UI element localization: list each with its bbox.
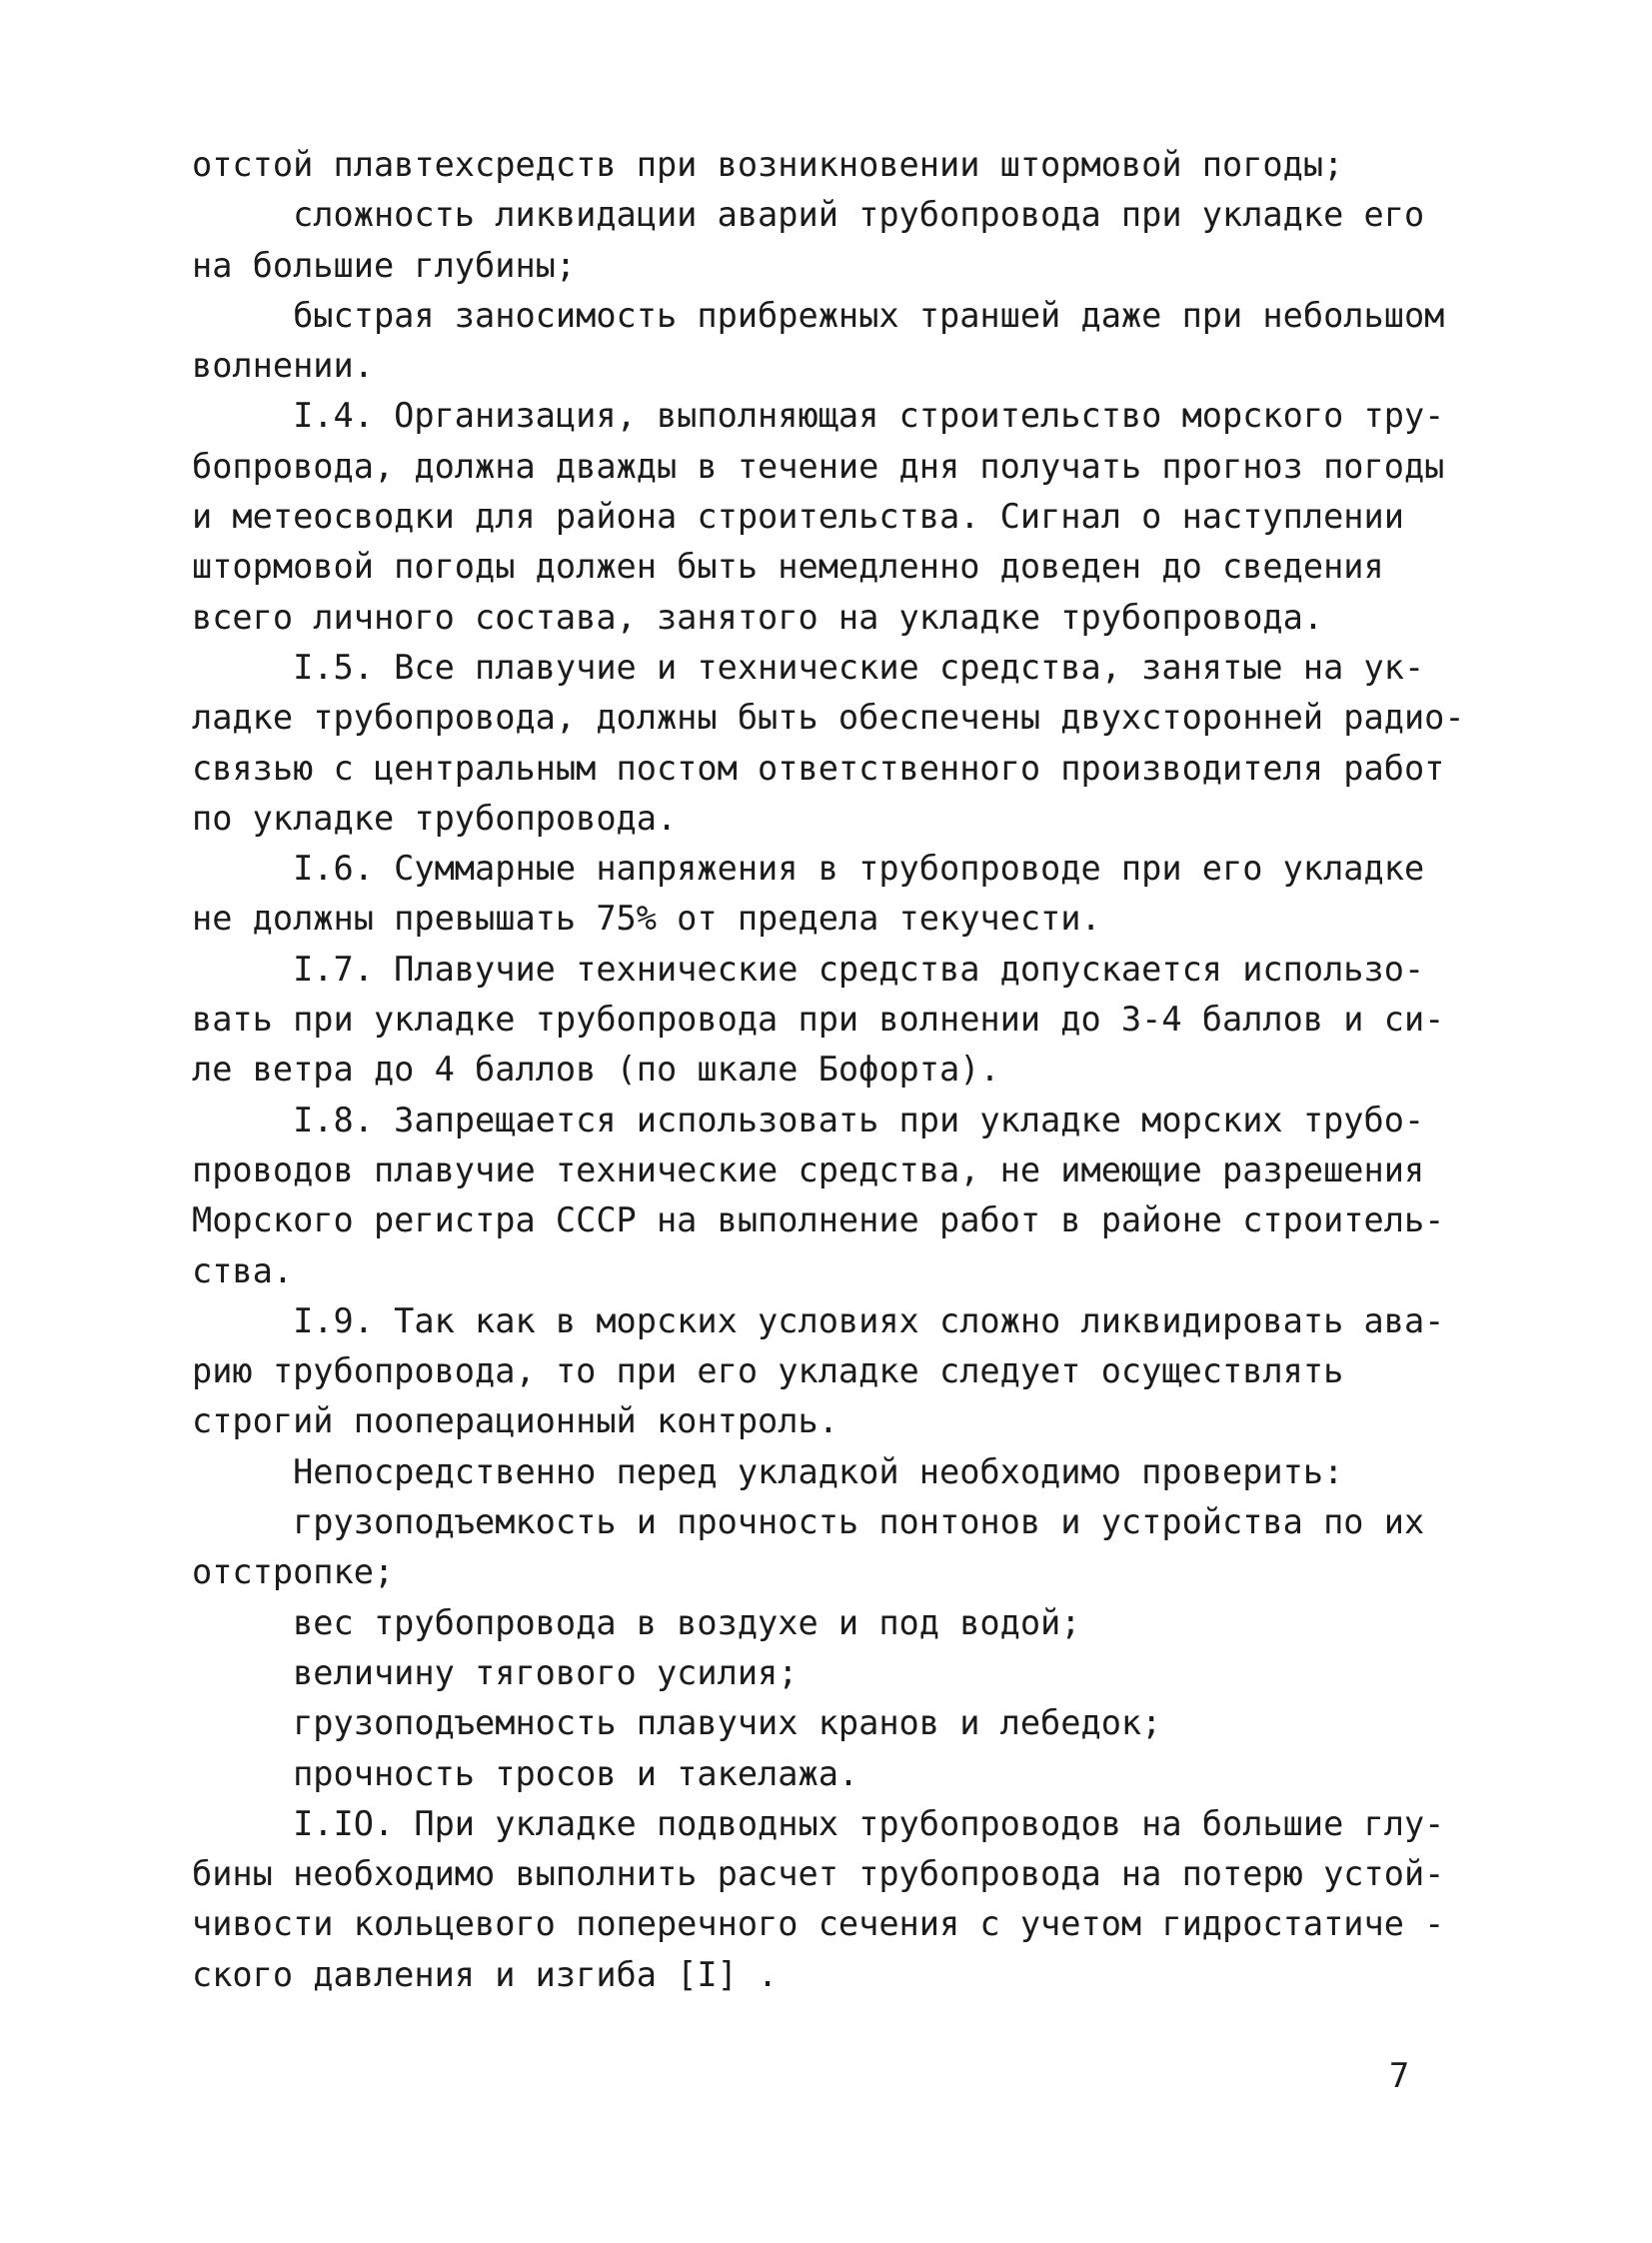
text-line: величину тягового усилия; (192, 1652, 799, 1692)
text-line: рию трубопровода, то при его укладке следует осуществлять (192, 1351, 1344, 1391)
text-line: бины необходимо выполнить расчет трубопровода на потерю устой- (192, 1854, 1445, 1894)
text-line: грузоподъемность плавучих кранов и лебедок; (192, 1703, 1162, 1743)
text-line: всего личного состава, занятого на укладке трубопровода. (192, 597, 1324, 637)
text-line: I.6. Суммарные напряжения в трубопроводе при его укладке (192, 849, 1425, 889)
text-line: быстрая заносимость прибрежных траншей даже при небольшом (192, 295, 1445, 335)
text-line: штормовой погоды должен быть немедленно доведен до сведения (192, 547, 1384, 587)
text-line: ского давления и изгиба [I] . (192, 1954, 779, 1994)
text-line: прочность тросов и такелажа. (192, 1753, 859, 1793)
text-line: грузоподъемкость и прочность понтонов и устройства по их (192, 1502, 1425, 1542)
text-line: ства. (192, 1250, 294, 1290)
text-line: отстой плавтехсредств при возникновении штормовой погоды; (192, 145, 1344, 184)
text-line: Морского регистра СССР на выполнение работ в районе строитель- (192, 1200, 1445, 1240)
text-line: волнении. (192, 346, 374, 386)
text-line: отстропке; (192, 1552, 395, 1592)
text-line: строгий пооперационный контроль. (192, 1401, 838, 1441)
text-line: сложность ликвидации аварий трубопровода при укладке его (192, 195, 1425, 235)
text-line: Непосредственно перед укладкой необходимо проверить: (192, 1451, 1344, 1491)
text-line: ле ветра до 4 баллов (по шкале Бофорта). (192, 1050, 1000, 1090)
text-line: чивости кольцевого поперечного сечения с учетом гидростатиче - (192, 1904, 1445, 1944)
text-line: I.4. Организация, выполняющая строительство морского тру- (192, 396, 1445, 436)
text-line: I.9. Так как в морских условиях сложно ликвидировать ава- (192, 1300, 1445, 1340)
text-line: вес трубопровода в воздухе и под водой; (192, 1602, 1081, 1642)
text-line: не должны превышать 75% от предела текучести. (192, 899, 1101, 939)
text-line: и метеосводки для района строительства. Сигнал о наступлении (192, 497, 1404, 537)
text-line: на большие глубины; (192, 245, 577, 285)
text-line: проводов плавучие технические средства, не имеющие разрешения (192, 1149, 1425, 1189)
text-line: I.7. Плавучие технические средства допускается использо- (192, 949, 1425, 989)
text-line: I.8. Запрещается использовать при укладке морских трубо- (192, 1100, 1425, 1139)
page-number: 7 (1389, 2056, 1410, 2095)
text-line: ладке трубопровода, должны быть обеспечены двухсторонней радио- (192, 698, 1465, 738)
text-line: по укладке трубопровода. (192, 798, 678, 838)
text-line: бопровода, должна дважды в течение дня получать прогноз погоды (192, 446, 1445, 486)
text-line: вать при укладке трубопровода при волнении до 3-4 баллов и си- (192, 1000, 1445, 1040)
body-text (192, 140, 1491, 2000)
text-line: связью с центральным постом ответственного производителя работ (192, 748, 1445, 788)
text-line: I.IO. При укладке подводных трубопроводов на большие глу- (192, 1803, 1445, 1843)
text-line: I.5. Все плавучие и технические средства, занятые на ук- (192, 647, 1425, 687)
